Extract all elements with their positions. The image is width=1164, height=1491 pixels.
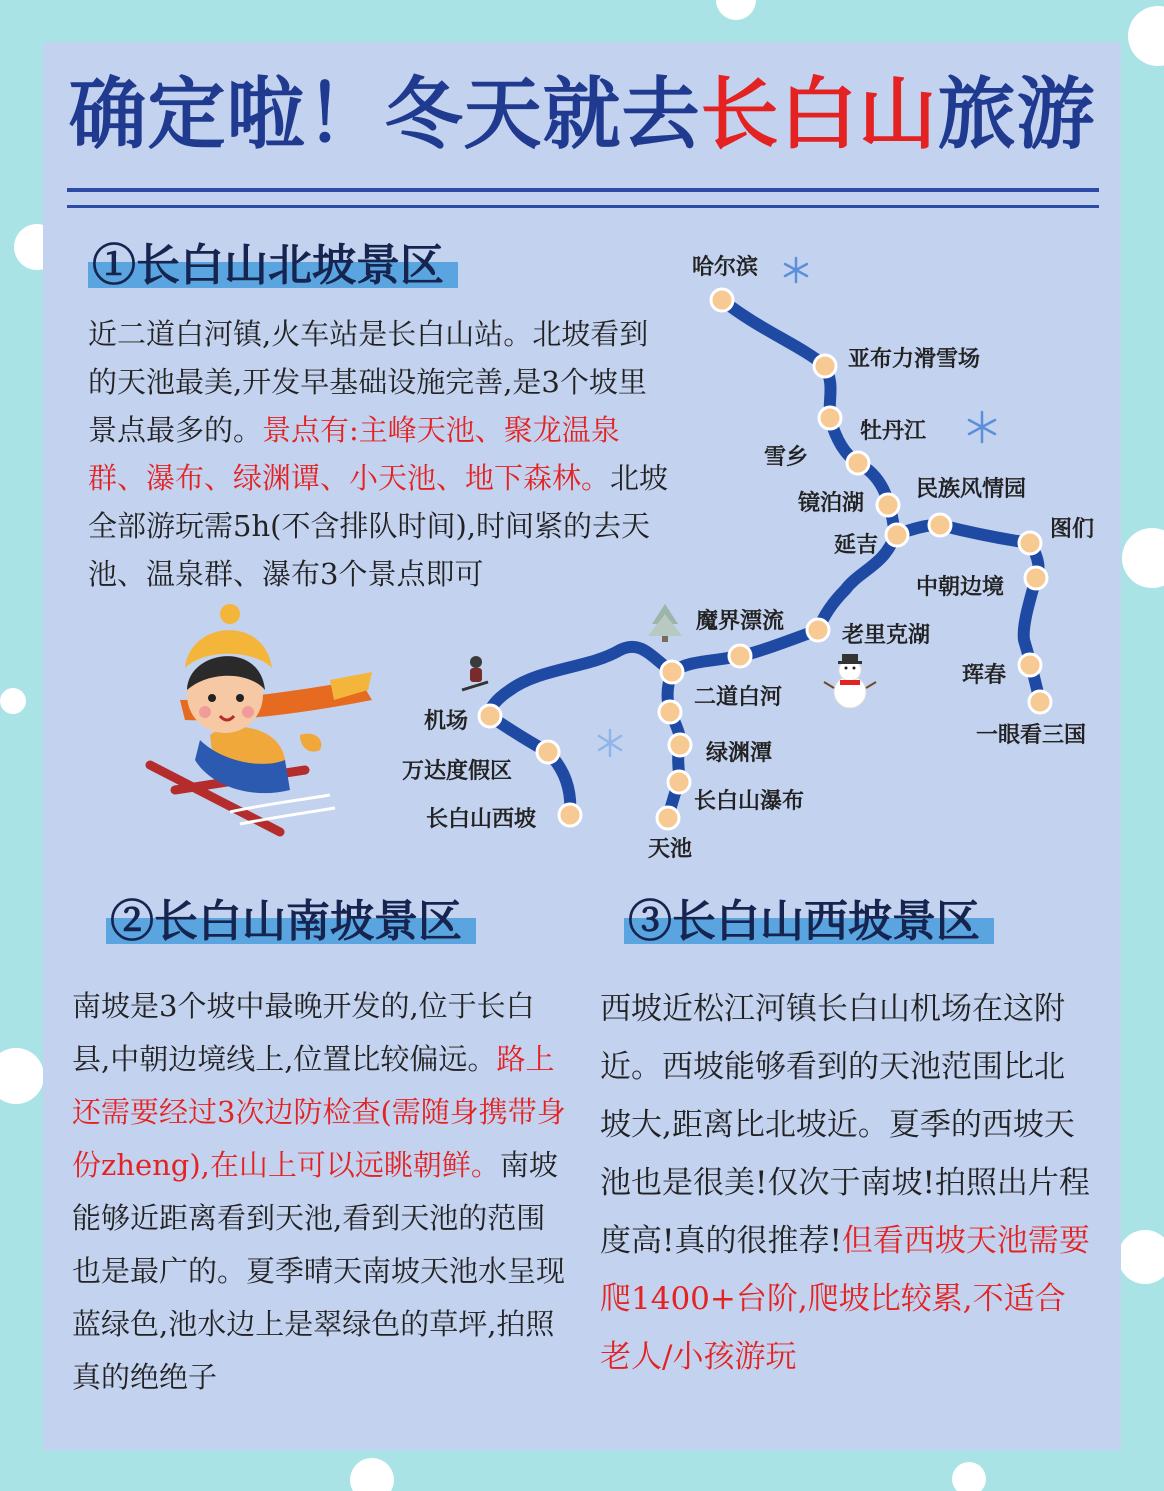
map-label: 一眼看三国 [976,722,1087,748]
map-label: 绿渊潭 [706,740,773,766]
section-text-west: 西坡近松江河镇长白山机场在这附近。西坡能够看到的天池范围比北坡大,距离比北坡近。夏季的西坡天池也是很美!仅次于南坡!拍照出片程度高!真的很推荐!但看西坡天池需要爬1400+台阶,爬坡比较累,不适合老人/小孩游玩 [600,991,1090,1375]
map-stop [814,355,836,377]
map-stop [1029,691,1051,713]
map-label: 万达度假区 [402,758,513,784]
map-stop [669,734,691,756]
map-label: 二道白河 [694,684,783,710]
map-stop [929,514,951,536]
map-label: 机场 [424,708,469,734]
map-stop [807,619,829,641]
map-stop [877,494,899,516]
map-stop [1019,654,1041,676]
map-label: 雪乡 [764,444,809,470]
map-stop [559,804,581,826]
map-stop [668,771,690,793]
map-label: 长白山西坡 [426,806,537,832]
map-label: 牡丹江 [860,418,927,444]
map-stop [847,452,869,474]
map-label: 亚布力滑雪场 [848,346,981,372]
section-text-south: 南坡是3个坡中最晚开发的,位于长白县,中朝边境线上,位置比较偏远。路上还需要经过3次边防检查(需随身携带身份zheng),在山上可以远眺朝鲜。南坡能够近距离看到天池,看到天池的范围也是最广的。夏季晴天南坡天池水呈现蓝绿色,池水边上是翠绿色的草坪,拍照真的绝绝子 [72,989,566,1394]
map-label: 民族风情园 [916,476,1027,502]
section-heading-north: ①长白山北坡景区 [92,240,444,292]
map-stop [537,741,559,763]
map-label: 中朝边境 [916,574,1005,600]
map-stop [819,407,841,429]
map-label: 珲春 [962,662,1007,688]
map-stop [1019,532,1041,554]
section-heading-south: ②长白山南坡景区 [110,896,462,948]
map-label: 图们 [1050,516,1095,542]
map-stop [659,701,681,723]
map-label: 长白山瀑布 [694,788,805,814]
section-text-north: 近二道白河镇,火车站是长白山站。北坡看到的天池最美,开发早基础设施完善,是3个坡里景点最多的。景点有:主峰天池、聚龙温泉群、瀑布、绿渊谭、小天池、地下森林。北坡全部游玩需5h(不含排队时间),时间紧的去天池、温泉群、瀑布3个景点即可 [88,317,669,591]
map-label: 镜泊湖 [798,490,865,516]
map-stop [661,661,683,683]
snowflake-icon [785,258,807,282]
snowflake-icon [969,412,995,442]
map-stop [657,807,679,829]
map-label: 天池 [648,836,693,862]
skier-icon [462,656,488,690]
page-title: 确定啦！冬天就去长白山旅游 [68,69,1096,160]
tree-icon [648,604,682,642]
snowflake-icon [599,730,621,756]
title-highlight: 长白山 [700,69,938,160]
map-stop [1025,567,1047,589]
map-stop [886,524,908,546]
map-label: 老里克湖 [842,622,931,648]
map-label: 魔界漂流 [696,608,785,634]
snowman-icon [824,654,876,708]
map-label: 延吉 [834,532,879,558]
map-label: 哈尔滨 [692,254,759,280]
section-heading-west: ③长白山西坡景区 [628,896,980,948]
child-skier-illustration [150,604,372,832]
map-stop [479,705,501,727]
map-stop [711,289,733,311]
map-stop [729,645,751,667]
